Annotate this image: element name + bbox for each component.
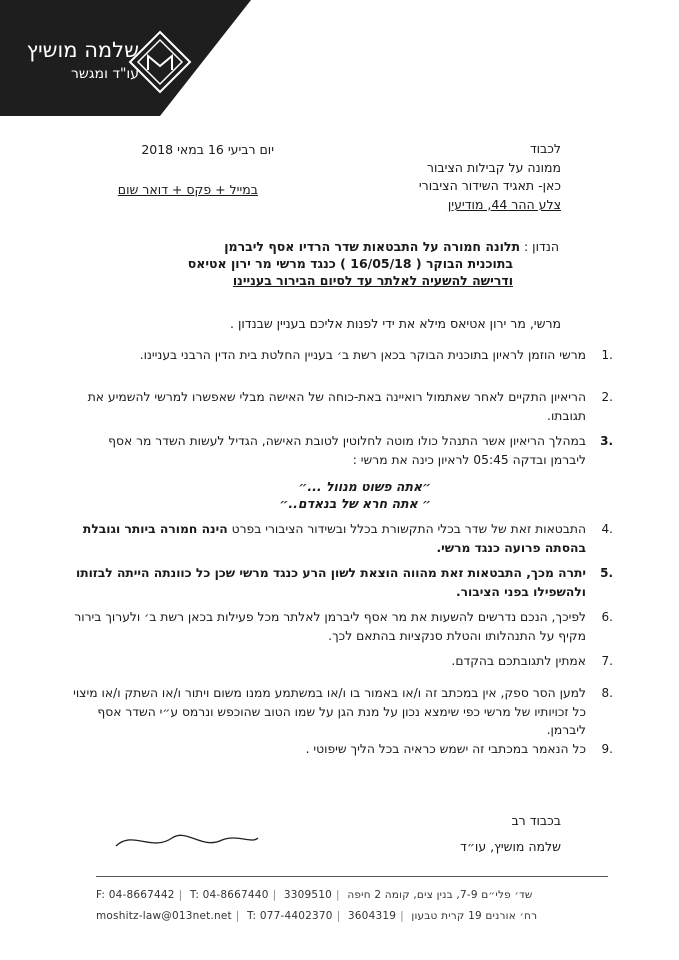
quoted-statement	[171, 478, 431, 512]
item-text-bold: הינה חמורה ביותר וגובלת בהסתה פרועה כנגד מרשי.	[82, 522, 586, 555]
recipient-line-1: ממונה על קבילות הציבור	[426, 159, 561, 175]
footer-phone: T: 04-8667440	[189, 889, 269, 901]
item-text: למען הסר ספק, אין במכתב זה ו/או באמור בו ו/או במשתמע ממנו משום ויתור ו/או השתק ו/או מיצוי כל זכויותיו של מרשי כפי שימצא נכון על מנת הגן על שמו הטוב שהוכפש ונרמס ע״י השדר אסף ליברמן.	[73, 686, 586, 737]
subject-line-3: ודרישה להשעיה לאלתר עד לסיום הבירור בעניינו	[232, 273, 513, 288]
footer-email[interactable]: moshitz-law@013net.net	[96, 910, 232, 922]
footer-address: רח׳ אורנים 19 קרית טבעון	[411, 910, 538, 922]
item-number: .7	[601, 654, 613, 668]
firm-title: עו"ד ומגשר	[70, 66, 139, 82]
footer-address: שד׳ פלי״ם 7-9, בנין צים, קומה 2 חיפה	[347, 889, 533, 901]
item-number: .2	[601, 390, 613, 404]
footer-zip: 3604319	[347, 910, 397, 922]
item-text: לפיכך, הנכם נדרשים להשעות את מר אסף ליברמן לאלתר מכל פעילות בכאן רשת ב׳ ולערוך בירור מקיף על התנהלותו והטלת סנקציות בהתאם לכך.	[74, 610, 586, 643]
item-text: כל הנאמר במכתבי זה ישמש כראיה בכל הליך שיפוטי .	[305, 742, 586, 756]
intro-paragraph: מרשי, מר ירון אטיאס מילא את ידי לפנות אליכם בעניין שבנדון .	[230, 316, 561, 331]
salutation: לכבוד	[529, 141, 561, 156]
item-text: הריאיון התקיים לאחר שאתמול רואיינה באת-כוחה של האישה מבלי שאפשרו למרשי להשמיע את תגובתו.	[87, 390, 586, 423]
list-item	[71, 346, 613, 365]
list-item	[71, 432, 613, 469]
subject-label: הנדון :	[524, 239, 559, 254]
subject-line-1: תלונה חמורה על התבטאות שדר הרדיו אסף ליברמן	[224, 239, 521, 254]
list-item	[71, 564, 613, 601]
subject-block	[99, 238, 559, 289]
list-item	[71, 520, 613, 557]
item-text: מרשי הוזמן לראיון בתוכנית הבוקר בכאן רשת ב׳ בעניין החלטת בית הדין הרבני בעניינו.	[139, 348, 586, 362]
recipient-block	[301, 140, 561, 214]
item-text: יתרה מכך, התבטאות זאת מהווה הוצאת לשון הרע כנגד מרשי שכן כל כוונתה הייתה לבזותו ולהשפילו בפני הציבור.	[75, 566, 586, 599]
quote-line-1: ״אתה פשוט מנוול ...״	[298, 479, 431, 494]
signature-name: שלמה מושיץ, עו״ד	[460, 839, 561, 854]
list-item	[71, 740, 613, 759]
list-item	[71, 388, 613, 425]
closing-text: בכבוד רב	[511, 813, 561, 828]
item-number: .5	[600, 566, 613, 580]
letterhead-logo	[0, 0, 251, 116]
quote-line-2: ״ אתה חרא של בנאדם..״	[279, 496, 431, 511]
list-item	[71, 652, 613, 671]
item-text: התבטאות זאת של שדר בכלי התקשורת בכלל ובשידור הציבורי בפרט	[227, 522, 586, 536]
item-number: .4	[601, 522, 613, 536]
item-text: אמתין לתגובתכם בהקדם.	[451, 654, 586, 668]
footer-divider	[96, 876, 608, 877]
footer-phone: T: 077-4402370	[247, 910, 333, 922]
item-number: .9	[601, 742, 613, 756]
recipient-address: צלע ההר 44, מודיעין	[447, 196, 561, 212]
item-number: .6	[601, 610, 613, 624]
footer-row-2: moshitz-law@013net.net | T: 077-4402370 | 3604319 | רח׳ אורנים 19 קרית טבעון	[96, 910, 538, 922]
item-text: במהלך הריאיון אשר התנהל כולו מוטה לחלוטין לטובת האישה, הגדיל לעשות השדר מר אסף ליברמן ובדקה 05:45 לראיון כינה את מרשי :	[108, 434, 586, 467]
letter-date: יום רביעי 16 במאי 2018	[141, 142, 274, 157]
list-item	[71, 608, 613, 645]
subject-line-2: בתוכנית הבוקר ( 16/05/18 ) כנגד מרשי מר ירון אטיאס	[187, 256, 513, 271]
footer-zip: 3309510	[283, 889, 333, 901]
item-number: .8	[601, 686, 613, 700]
signature-scribble	[112, 826, 262, 856]
recipient-line-2: כאן- תאגיד השידור הציבורי	[418, 178, 561, 193]
item-number: .1	[601, 348, 613, 362]
firm-name: שלמה מושיץ	[26, 38, 139, 62]
item-number: .3	[600, 434, 613, 448]
delivery-method: במייל + פקס + דואר שום	[117, 182, 258, 197]
list-item	[71, 684, 613, 740]
footer-row-1: F: 04-8667442 | T: 04-8667440 | 3309510 | שד׳ פלי״ם 7-9, בנין צים, קומה 2 חיפה	[96, 889, 533, 901]
footer-fax: F: 04-8667442	[96, 889, 175, 901]
